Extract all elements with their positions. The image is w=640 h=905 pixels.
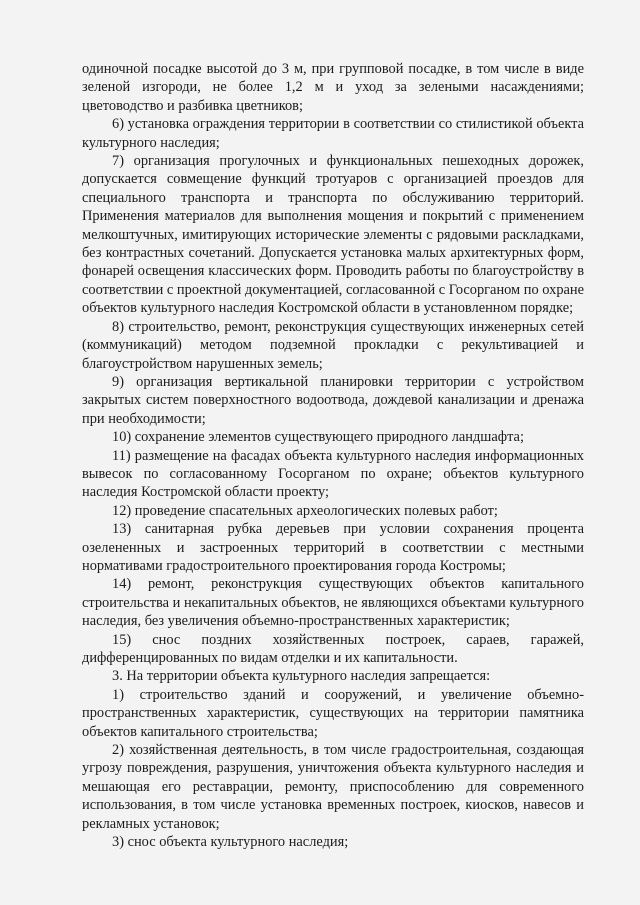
section-3-heading: 3. На территории объекта культурного наследия запрещается: bbox=[112, 668, 491, 685]
paragraph-item-15: 15) снос поздних хозяйственных построек, сараев, гаражей, дифференцированных по видам отделки и их капитальности. bbox=[82, 631, 584, 666]
paragraph-continuation: одиночной посадке высотой до 3 м, при групповой посадке, в том числе в виде зеленой изгороди, не более 1,2 м и уход за зелеными насаждениями; цветоводство и разбивка цветников; bbox=[82, 61, 584, 114]
paragraph-item-6: 6) установка ограждения территории в соответствии со стилистикой объекта культурного наследия; bbox=[82, 116, 584, 151]
paragraph-item-14: 14) ремонт, реконструкция существующих объектов капитального строительства и некапитальных объектов, не являющихся объектами культурного наследия, без увеличения объемно-пространственных характеристик; bbox=[82, 576, 584, 630]
document-body bbox=[82, 60, 584, 851]
paragraph-item-11: 11) размещение на фасадах объекта культурного наследия информационных вывесок по согласованному Госорганом по охране; объектов культурного наследия Костромской области проекту; bbox=[82, 447, 584, 501]
prohibition-item-2: 2) хозяйственная деятельность, в том числе градостроительная, создающая угрозу повреждения, разрушения, уничтожения объекта культурного наследия и мешающая его реставрации, ремонту, приспособлению для современного использования, в том числе установка временных построек, киосков, навесов и рекламных установок; bbox=[82, 742, 584, 832]
paragraph-item-12: 12) проведение спасательных археологических полевых работ; bbox=[112, 502, 498, 519]
prohibition-item-1: 1) строительство зданий и сооружений, и увеличение объемно-пространственных характеристик, существующих на территории памятника объектов капитального строительства; bbox=[82, 686, 584, 740]
prohibition-item-3: 3) снос объекта культурного наследия; bbox=[112, 834, 349, 851]
paragraph-item-8: 8) строительство, ремонт, реконструкция существующих инженерных сетей (коммуникаций) методом подземной прокладки с рекультивацией и благоустройством нарушенных земель; bbox=[82, 318, 584, 372]
paragraph-item-10: 10) сохранение элементов существующего природного ландшафта; bbox=[112, 429, 524, 446]
paragraph-item-13: 13) санитарная рубка деревьев при условии сохранения процента озелененных и застроенных территорий в соответствии с местными нормативами градостроительного проектирования города Костромы; bbox=[82, 521, 584, 574]
paragraph-item-9: 9) организация вертикальной планировки территории с устройством закрытых систем поверхностного водоотвода, дождевой канализации и дренажа при необходимости; bbox=[82, 373, 584, 427]
paragraph-item-7: 7) организация прогулочных и функциональных пешеходных дорожек, допускается совмещение функций тротуаров с организацией проездов для специального транспорта и транспорта по обслуживанию территорий. Применения материалов для выполнения мощения и покрытий с применением мелкоштучных, имитирующих исторические элементы с рядовыми раскладками, без контрастных сочетаний. Допускается установка малых архитектурных форм, фонарей освещения классических форм. Проводить работы по благоустройству в соответствии с проектной документацией, согласованной с Госорганом по охране объектов культурного наследия Костромской области в установленном порядке; bbox=[82, 153, 584, 317]
